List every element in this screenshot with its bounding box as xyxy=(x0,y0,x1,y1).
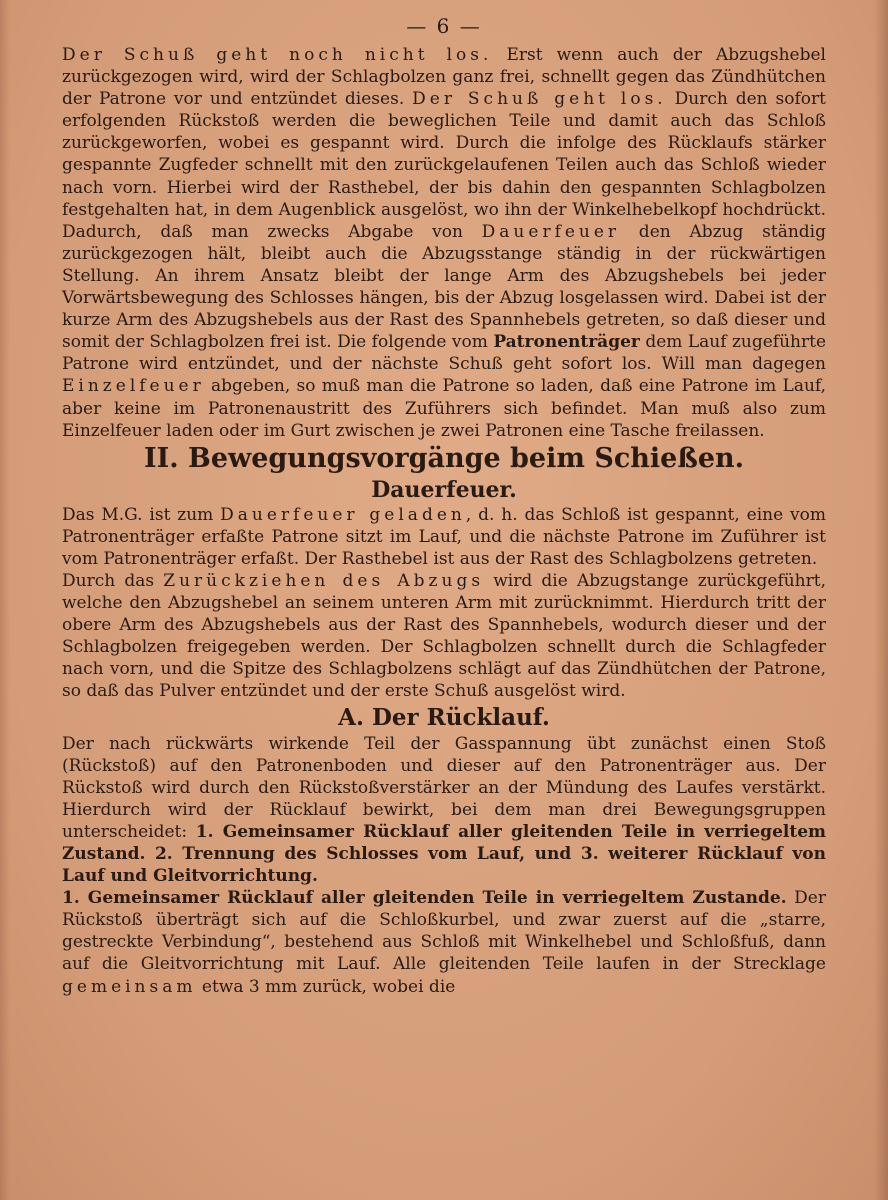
para5-run: etwa 3 mm zurück, wobei die xyxy=(196,976,456,997)
para2-run: Dauerfeuer geladen xyxy=(220,504,466,525)
para1-run: Einzelfeuer xyxy=(62,376,205,397)
para1-run: Der Schuß geht los. xyxy=(412,89,667,110)
subsection-heading-a: A. Der Rücklauf. xyxy=(338,703,550,731)
paragraph-4 xyxy=(62,733,826,888)
paragraph-1 xyxy=(62,44,826,442)
para1-run: Der Schuß geht noch nicht los. xyxy=(62,45,493,65)
paragraph-3 xyxy=(62,570,826,703)
para3-run: Zurückziehen des Abzugs xyxy=(163,570,485,591)
para1-run: dem Lauf zugeführte Patrone wird entzündet, und der nächste Schuß geht sofort los. Will man dagegen xyxy=(62,332,827,375)
page-number: — 6 — xyxy=(406,14,482,38)
para2-run: Das M.G. ist zum xyxy=(62,504,221,525)
para4-run: Der nach rückwärts wirkende Teil der Gasspannung übt zunächst einen Stoß (Rückstoß) auf den Patronenboden und dieser auf den Patronenträger aus. Der Rückstoß wird durch den Rückstoßverstärker an der Mündung des Laufes verstärkt. Hierdurch wird der Rücklauf bewirkt, bei dem man drei Bewegungsgruppen unterscheidet: xyxy=(62,733,826,842)
page-edge-shadow-left xyxy=(0,0,10,1200)
para5-run: Der Rückstoß überträgt sich auf die Schloßkurbel, und zwar zuerst auf die „starre, gestreckte Verbindung“, bestehend aus Schloß mit Winkelhebel und Schloßfuß, dann auf die Gleitvorrichtung mit Lauf. Alle gleitenden Teile laufen in der Strecklage xyxy=(62,888,826,975)
para1-run: Durch den sofort erfolgenden Rückstoß werden die beweglichen Teile und damit auch das Schloß zurückgeworfen, wobei es gespannt wird. Durch die infolge des Rücklaufs stärker gespannte Zugfeder schnellt mit den zurückgelaufenen Teilen auch das Schloß wieder nach vorn. Hierbei wird der Rasthebel, der bis dahin den gespannten Schlagbolzen festgehalten hat, in dem Augenblick ausgelöst, wo ihn der Winkelhebelkopf hochdrückt. Dadurch, daß man zwecks Abgabe von xyxy=(62,89,826,242)
para1-run: abgeben, so muß man die Patrone so laden, daß eine Patrone im Lauf, aber keine im Patronenaustritt des Zuführers sich befindet. Man muß also zum Einzelfeuer laden oder im Gurt zwischen je zwei Patronen eine Tasche freilassen. xyxy=(62,376,826,441)
body-text xyxy=(62,44,826,998)
para2-run: , d. h. das Schloß ist gespannt, eine vom Patronenträger erfaßte Patrone sitzt im Lauf, und die nächste Patrone im Zuführer ist vom Patronenträger erfaßt. Der Rasthebel ist aus der Rast des Schlagbolzens getreten. xyxy=(62,504,826,569)
para4-run: 1. Gemeinsamer Rücklauf aller gleitenden Teile in verriegeltem Zustand. 2. Trennung des Schlosses vom Lauf, und 3. weiterer Rücklauf von Lauf und Gleitvorrichtung. xyxy=(62,821,827,887)
para5-run: gemeinsam xyxy=(62,976,197,997)
page-edge-shadow-right xyxy=(874,0,888,1200)
para1-run: Erst wenn auch der Abzugshebel zurückgezogen wird, wird der Schlagbolzen ganz frei, schnellt gegen das Zündhütchen der Patrone vor und entzündet dieses. xyxy=(62,45,826,110)
para3-run: Durch das xyxy=(62,570,164,591)
paragraph-2 xyxy=(62,504,826,570)
para3-run: wird die Abzugstange zurückgeführt, welche den Abzugshebel an seinem unteren Arm mit zurücknimmt. Hierdurch tritt der obere Arm des Abzugshebels aus der Rast des Spannhebels, wodurch dieser und der Schlagbolzen freigegeben werden. Der Schlagbolzen schnellt durch die Schlagfeder nach vorn, und die Spitze des Schlagbolzens schlägt auf das Zündhütchen der Patrone, so daß das Pulver entzündet und der erste Schuß ausgelöst wird. xyxy=(62,570,826,702)
paragraph-5 xyxy=(62,887,826,997)
para1-run: Dauerfeuer xyxy=(481,221,621,242)
para1-run: den Abzug ständig zurückgezogen hält, bleibt auch die Abzugsstange ständig in der rückwärtigen Stellung. An ihrem Ansatz bleibt der lange Arm des Abzugshebels bei jeder Vorwärtsbewegung des Schlosses hängen, bis der Abzug losgelassen wird. Dabei ist der kurze Arm des Abzugshebels aus der Rast des Spannhebels getreten, so daß dieser und somit der Schlagbolzen frei ist. Die folgende vom xyxy=(62,221,826,353)
section-heading: II. Bewegungsvorgänge beim Schießen. xyxy=(143,442,745,474)
subsection-heading: Dauerfeuer. xyxy=(371,476,517,503)
para1-run: Patronenträger xyxy=(493,332,640,353)
para5-run: 1. Gemeinsamer Rücklauf aller gleitenden Teile in verriegeltem Zustande. xyxy=(62,888,787,909)
